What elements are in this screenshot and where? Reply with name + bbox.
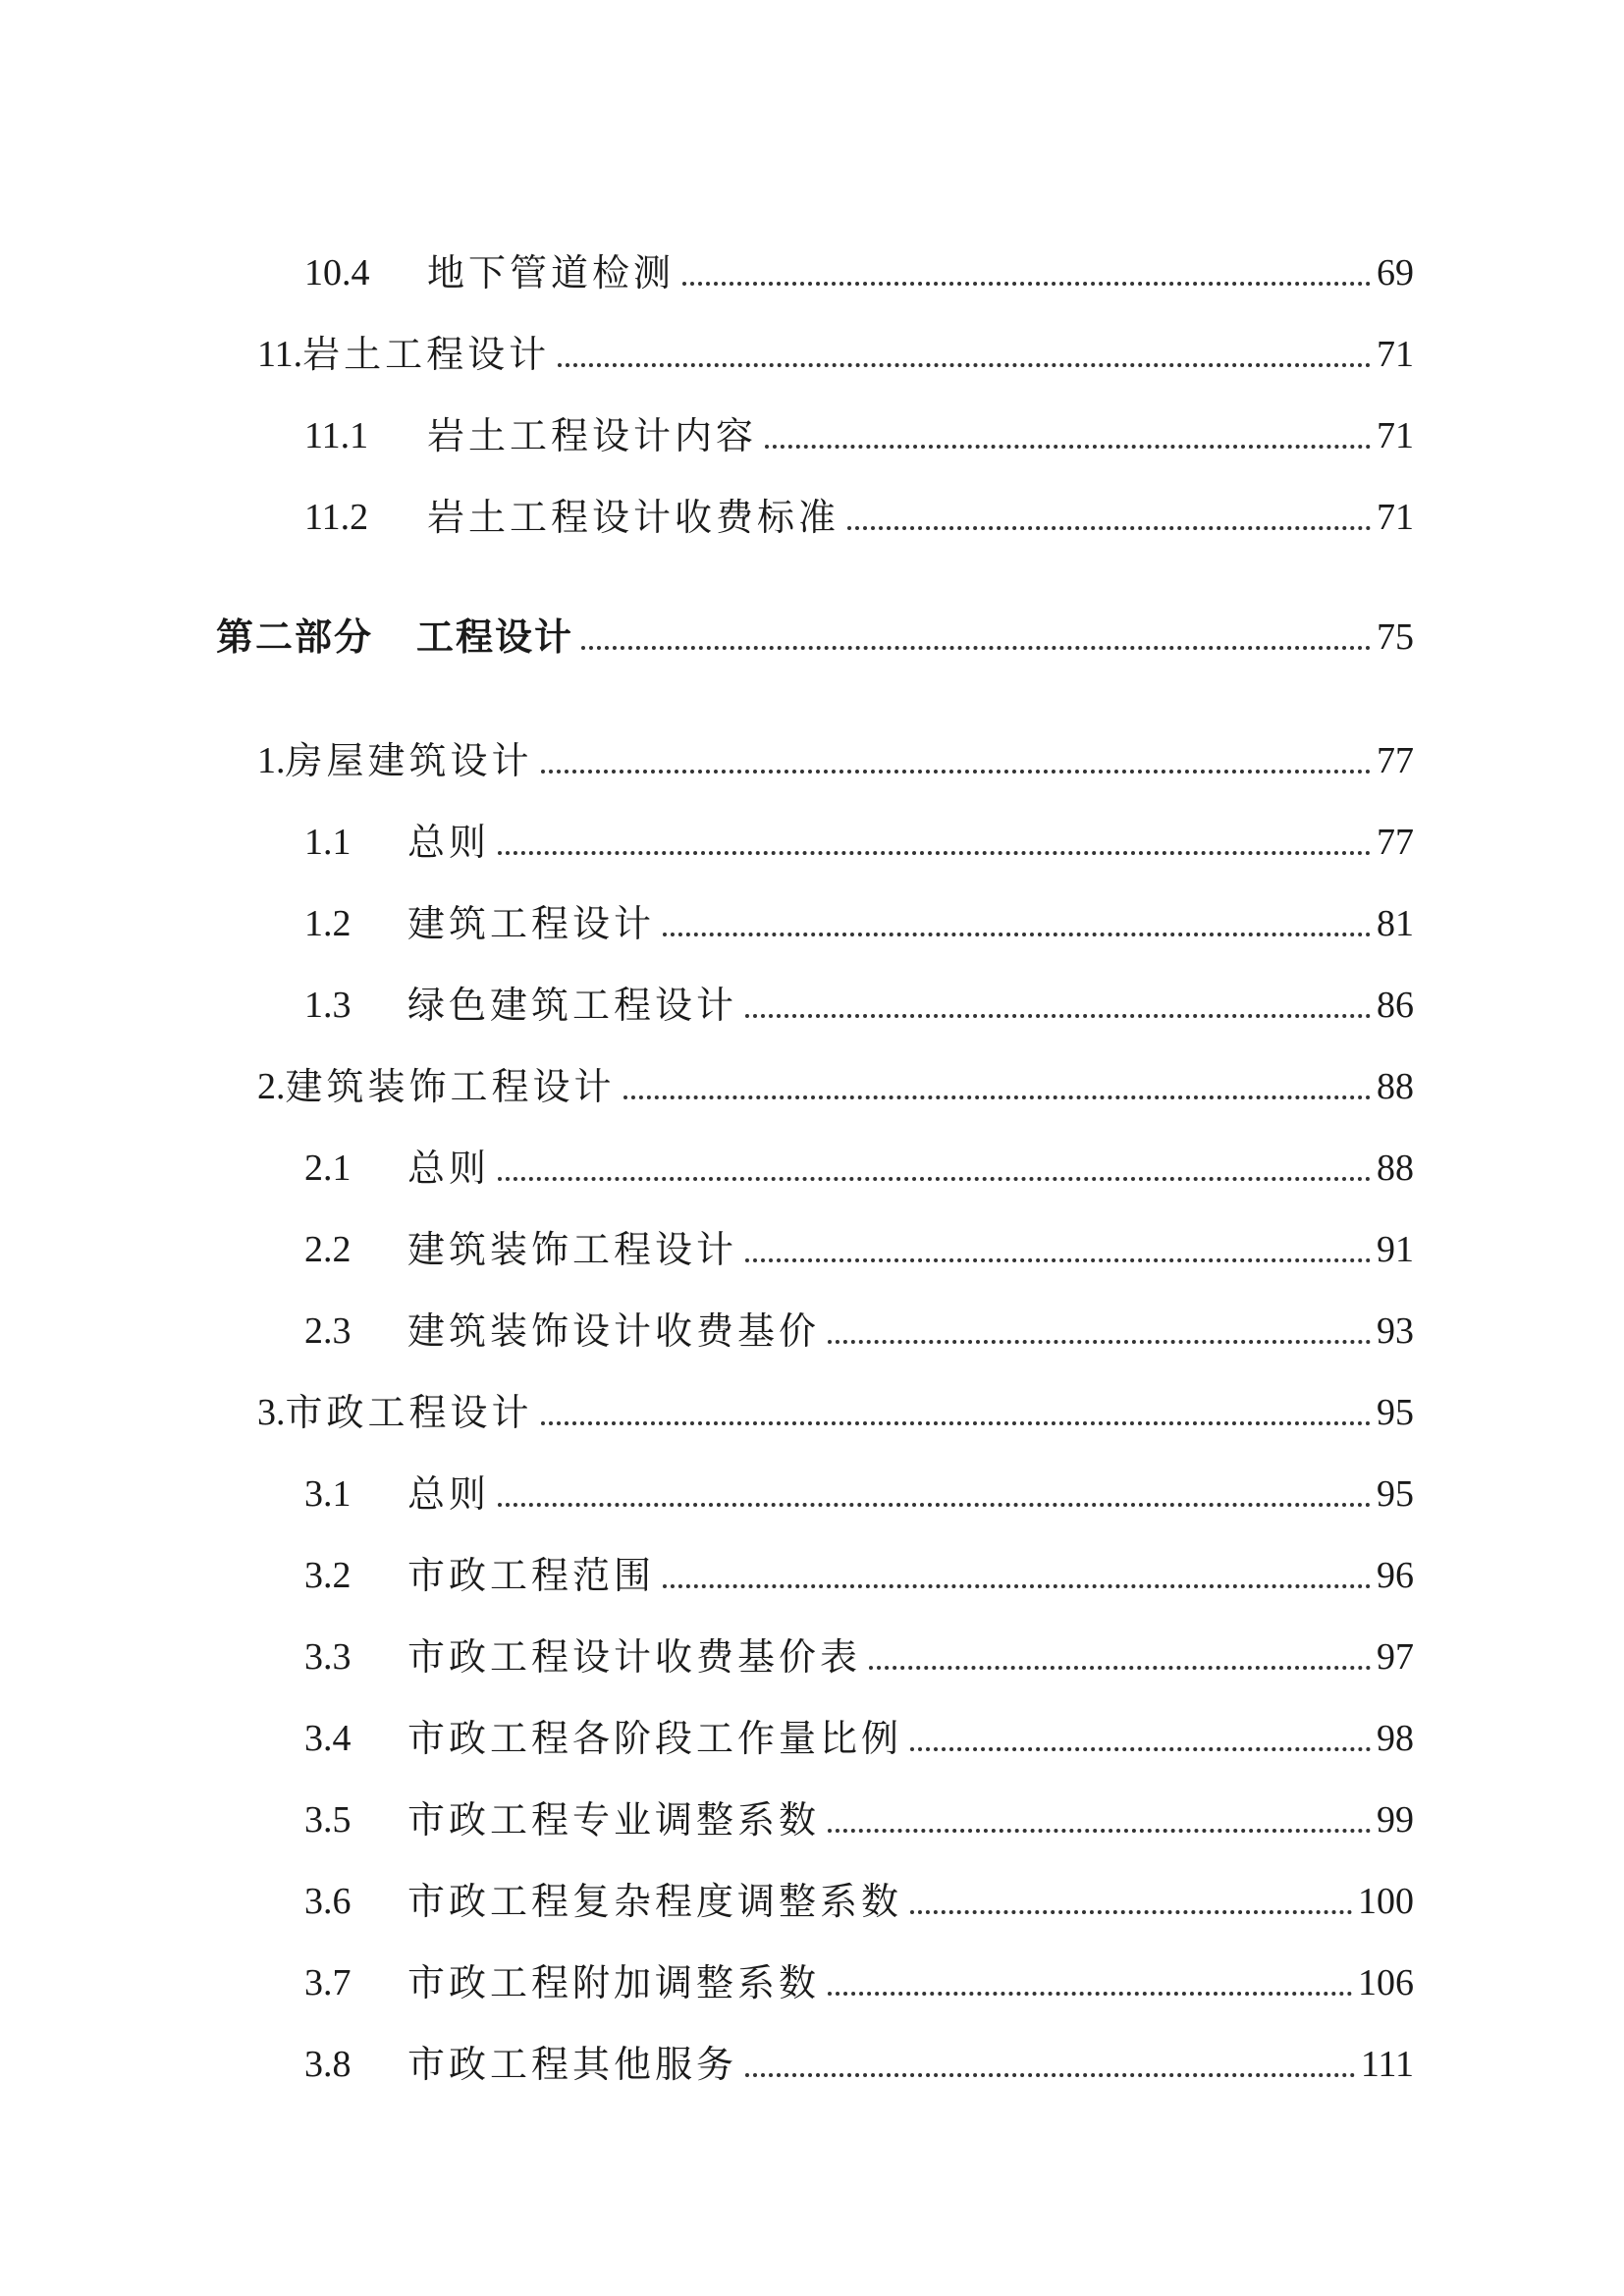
toc-entry[interactable] [304, 971, 1414, 1030]
toc-entry-number: 1.2 [304, 903, 352, 944]
toc-entry-number: 11.2 [304, 497, 369, 538]
toc-entry-page: 98 [1377, 1718, 1414, 1759]
dot-leader [682, 282, 1371, 286]
dot-leader [498, 1177, 1371, 1181]
toc-entry-number: 3. [257, 1392, 286, 1433]
dot-leader [847, 526, 1371, 530]
toc-entry-page: 99 [1377, 1799, 1414, 1841]
toc-entry-title: 建筑装饰设计收费基价 [407, 1309, 821, 1353]
dot-leader [663, 1584, 1371, 1588]
toc-entry-number: 1.1 [304, 822, 352, 863]
toc-entry[interactable] [304, 1541, 1414, 1600]
toc-entry-title: 建筑装饰工程设计 [407, 1228, 738, 1271]
toc-entry-title: 市政工程范围 [407, 1554, 656, 1597]
dot-leader [869, 1666, 1371, 1670]
toc-entry-page: 71 [1377, 334, 1414, 375]
dot-leader [765, 445, 1371, 449]
toc-entry[interactable] [304, 2030, 1414, 2089]
toc-entry-number: 3.1 [304, 1473, 352, 1515]
toc-entry-number: 2.2 [304, 1229, 352, 1270]
toc-entry-title: 地下管道检测 [427, 251, 676, 294]
dot-leader [910, 1747, 1371, 1751]
toc-entry-title: 建筑装饰工程设计 [285, 1065, 616, 1108]
toc-entry[interactable] [304, 1867, 1414, 1926]
toc-entry-page: 69 [1377, 252, 1414, 294]
dot-leader [828, 1340, 1371, 1344]
toc-entry-number: 3.4 [304, 1718, 352, 1759]
toc-entry-number: 11.1 [304, 415, 369, 456]
toc-entry-title: 绿色建筑工程设计 [407, 984, 738, 1027]
toc-entry-number: 3.2 [304, 1555, 352, 1596]
toc-entry-number: 11. [257, 334, 303, 375]
toc-entry-page: 100 [1358, 1881, 1414, 1922]
toc-entry-page: 88 [1377, 1066, 1414, 1107]
toc-entry-title: 市政工程专业调整系数 [407, 1798, 821, 1842]
toc-entry-page: 96 [1377, 1555, 1414, 1596]
toc-entry-title: 房屋建筑设计 [285, 739, 533, 782]
toc-entry-number: 3.5 [304, 1799, 352, 1841]
toc-entry[interactable] [304, 239, 1414, 297]
toc-entry-page: 77 [1377, 822, 1414, 863]
dot-leader [541, 1421, 1371, 1425]
toc-entry[interactable] [304, 401, 1414, 460]
toc-entry-page: 75 [1377, 616, 1414, 658]
dot-leader [745, 1014, 1371, 1018]
toc-entry-page: 71 [1377, 497, 1414, 538]
dot-leader [745, 2073, 1355, 2077]
toc-entry-page: 91 [1377, 1229, 1414, 1270]
dot-leader [498, 851, 1371, 855]
toc-entry-page: 88 [1377, 1148, 1414, 1189]
toc-entry-title: 岩土工程设计内容 [427, 414, 758, 457]
dot-leader [828, 1829, 1371, 1833]
toc-entry[interactable] [304, 483, 1414, 542]
dot-leader [745, 1258, 1371, 1262]
toc-entry-title: 市政工程附加调整系数 [407, 1961, 821, 2004]
toc-entry-number: 3.3 [304, 1636, 352, 1678]
toc-entry-number: 2.1 [304, 1148, 352, 1189]
toc-entry-title: 市政工程设计收费基价表 [407, 1635, 862, 1679]
toc-entry-number: 3.6 [304, 1881, 352, 1922]
toc-entry-number: 1.3 [304, 985, 352, 1026]
toc-entry-title: 市政工程各阶段工作量比例 [407, 1717, 903, 1760]
toc-entry-title: 市政工程其他服务 [407, 2043, 738, 2086]
toc-entry[interactable] [304, 1623, 1414, 1682]
toc-entry[interactable] [257, 1052, 1414, 1111]
toc-entry-title: 市政工程设计 [285, 1391, 533, 1434]
toc-entry-number: 3.8 [304, 2044, 352, 2085]
toc-entry-page: 86 [1377, 985, 1414, 1026]
toc-entry-page: 71 [1377, 415, 1414, 456]
dot-leader [623, 1095, 1371, 1099]
toc-entry-page: 111 [1360, 2044, 1414, 2085]
toc-entry[interactable] [304, 1460, 1414, 1519]
part-label: 第二部分 [216, 615, 374, 659]
toc-entry[interactable] [257, 1378, 1414, 1437]
toc-entry-title: 市政工程复杂程度调整系数 [407, 1880, 903, 1923]
toc-entry-number: 3.7 [304, 1962, 352, 2003]
dot-leader [581, 646, 1371, 650]
toc-entry-number: 2. [257, 1066, 286, 1107]
dot-leader [558, 363, 1371, 367]
toc-entry-page: 77 [1377, 740, 1414, 781]
toc-entry[interactable] [304, 889, 1414, 948]
dot-leader [541, 770, 1371, 774]
toc-entry-title: 总则 [407, 1147, 491, 1190]
toc-entry-page: 93 [1377, 1310, 1414, 1352]
part-title: 工程设计 [416, 615, 574, 659]
toc-entry[interactable] [304, 1215, 1414, 1274]
dot-leader [910, 1910, 1352, 1914]
toc-entry-page: 106 [1358, 1962, 1414, 2003]
toc-entry-page: 97 [1377, 1636, 1414, 1678]
toc-entry-number: 1. [257, 740, 286, 781]
toc-entry[interactable] [257, 320, 1414, 379]
dot-leader [828, 1992, 1352, 1996]
toc-entry-title: 总则 [407, 821, 491, 864]
toc-part-heading[interactable] [216, 603, 1414, 662]
toc-entry-title: 岩土工程设计 [302, 333, 551, 376]
toc-entry[interactable] [304, 1949, 1414, 2007]
toc-entry-page: 95 [1377, 1473, 1414, 1515]
toc-entry-title: 建筑工程设计 [407, 902, 656, 945]
toc-entry-number: 10.4 [304, 252, 370, 294]
toc-entry[interactable] [304, 1134, 1414, 1193]
toc-entry-title: 岩土工程设计收费标准 [427, 496, 840, 539]
dot-leader [498, 1503, 1371, 1507]
dot-leader [663, 933, 1371, 936]
toc-entry[interactable] [304, 1297, 1414, 1356]
toc-entry-number: 2.3 [304, 1310, 352, 1352]
toc-entry-page: 95 [1377, 1392, 1414, 1433]
toc-entry[interactable] [304, 1704, 1414, 1763]
toc-entry[interactable] [304, 1786, 1414, 1844]
toc-entry-title: 总则 [407, 1472, 491, 1516]
toc-entry-page: 81 [1377, 903, 1414, 944]
toc-entry[interactable] [304, 808, 1414, 867]
toc-entry[interactable] [257, 726, 1414, 785]
